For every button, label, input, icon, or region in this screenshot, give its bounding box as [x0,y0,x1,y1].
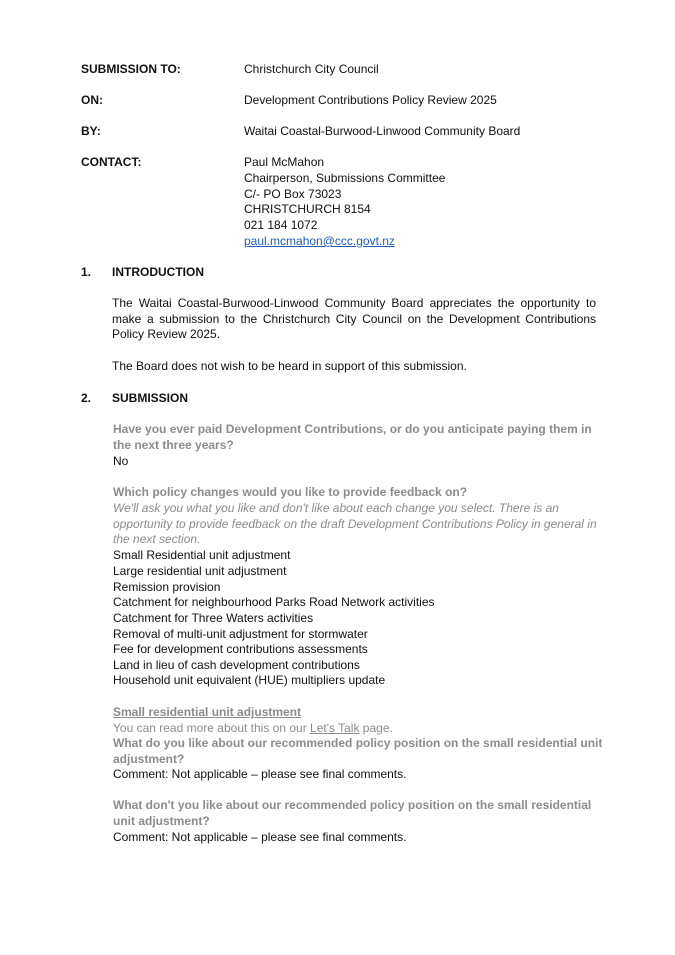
answer-paid-contributions: No [113,454,129,468]
answer-like-small-unit: Comment: Not applicable – please see final comments. [113,767,407,781]
policy-change-item: Large residential unit adjustment [113,564,287,578]
intro-paragraph: The Waitai Coastal-Burwood-Linwood Community Board appreciates the opportunity to make a submission to the Christchurch City Council on the Development Contributions Policy Review 2025. [112,296,596,342]
contact-email-link[interactable]: paul.mcmahon@ccc.govt.nz [244,234,395,248]
policy-change-item: Land in lieu of cash development contributions [113,658,360,672]
policy-change-item: Fee for development contributions assessments [113,642,368,656]
lets-talk-link[interactable]: Let's Talk [310,721,360,735]
on-label: ON: [81,93,103,107]
contact-label: CONTACT: [81,155,142,169]
policy-change-item: Small Residential unit adjustment [113,548,291,562]
contact-phone: 021 184 1072 [244,218,318,232]
read-more-prefix: You can read more about this on our [113,721,311,735]
submission-to-label: SUBMISSION TO: [81,62,181,76]
small-residential-heading: Small residential unit adjustment [113,705,302,719]
question-paid-contributions: Have you ever paid Development Contributions, or do you anticipate paying them in the next three years? [113,422,592,452]
question-dislike-small-unit: What don't you like about our recommended policy position on the small residential unit adjustment? [113,798,592,828]
section-1-number: 1. [81,265,92,279]
section-2-title: SUBMISSION [112,391,189,405]
submission-to-value: Christchurch City Council [244,62,379,76]
on-value: Development Contributions Policy Review 2025 [244,93,497,107]
read-more-line [113,721,393,737]
contact-name: Paul McMahon [244,155,325,169]
policy-changes-note: We'll ask you what you like and don't like about each change you select. There is an opportunity to provide feedback on the draft Development Contributions Policy in general in the next section. [113,501,597,547]
question-like-small-unit: What do you like about our recommended policy position on the small residential unit adjustment? [113,736,603,766]
by-value: Waitai Coastal-Burwood-Linwood Community Board [244,124,521,138]
contact-address-line2: CHRISTCHURCH 8154 [244,202,371,216]
policy-change-item: Catchment for neighbourhood Parks Road Network activities [113,595,435,609]
policy-change-item: Remission provision [113,580,221,594]
answer-dislike-small-unit: Comment: Not applicable – please see final comments. [113,830,407,844]
section-1-title: INTRODUCTION [112,265,204,279]
section-2-number: 2. [81,391,92,405]
policy-change-item: Catchment for Three Waters activities [113,611,314,625]
contact-role: Chairperson, Submissions Committee [244,171,446,185]
by-label: BY: [81,124,101,138]
policy-change-item: Removal of multi-unit adjustment for stormwater [113,627,368,641]
question-policy-changes: Which policy changes would you like to provide feedback on? [113,485,468,499]
intro-hearing-statement: The Board does not wish to be heard in support of this submission. [112,359,467,373]
policy-change-item: Household unit equivalent (HUE) multipliers update [113,673,386,687]
contact-address-line1: C/- PO Box 73023 [244,187,342,201]
read-more-suffix: page. [359,721,393,735]
